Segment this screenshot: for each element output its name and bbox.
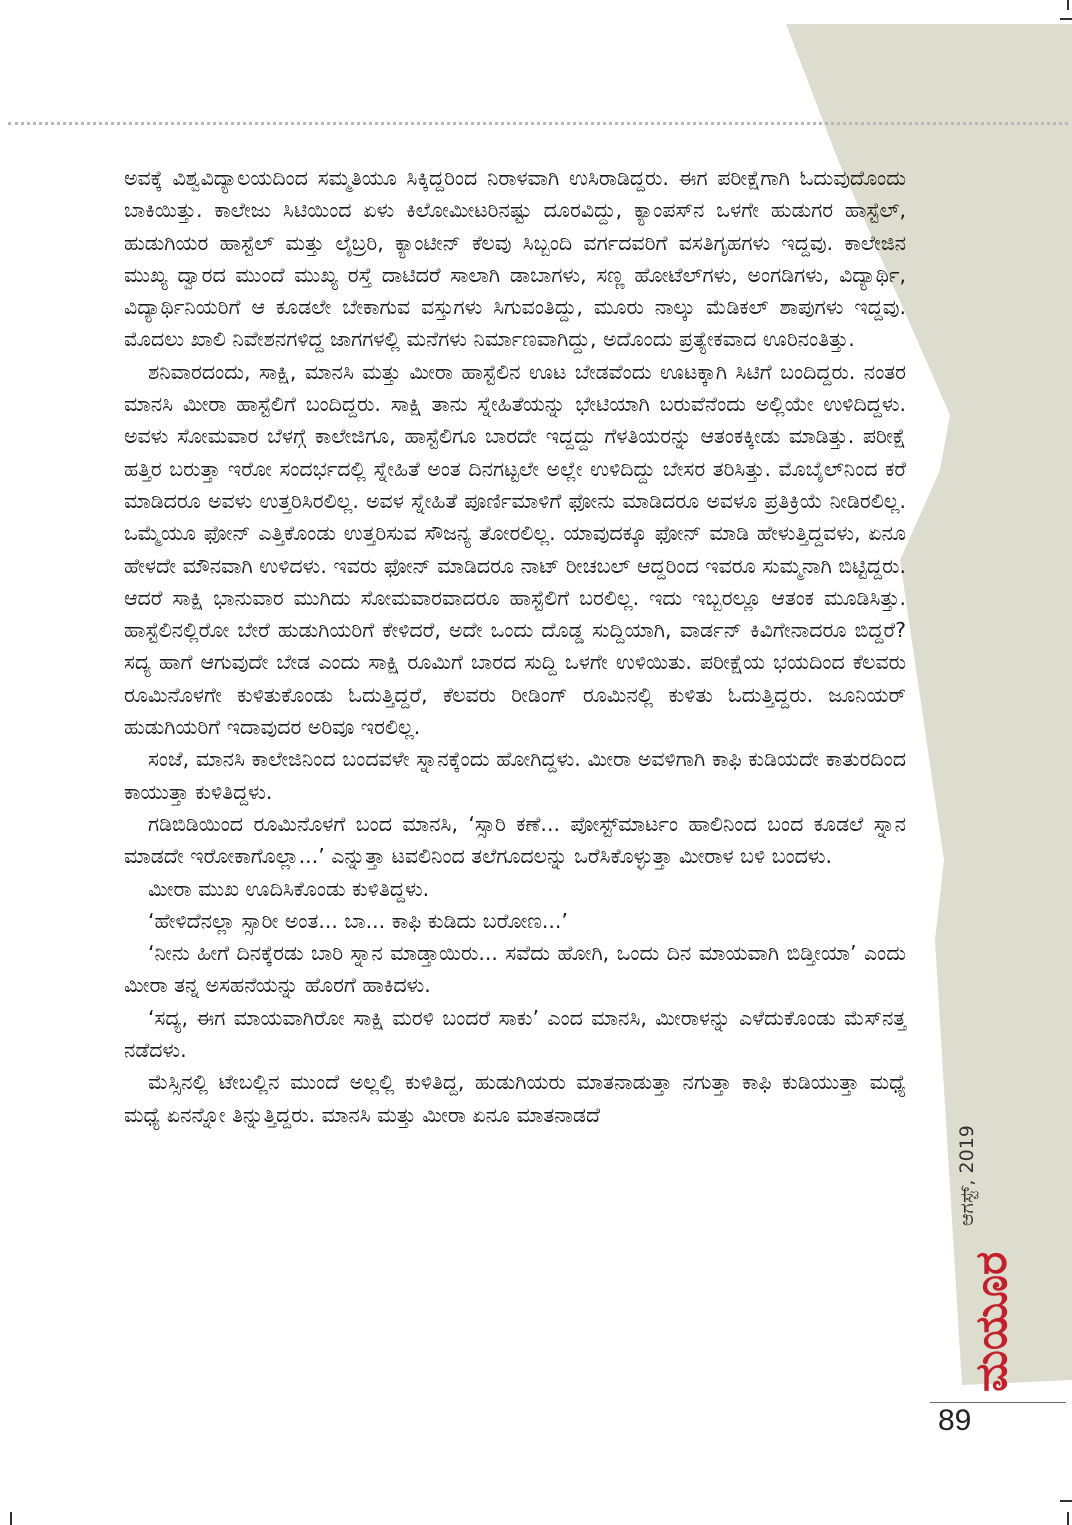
crop-mark xyxy=(1067,1512,1069,1525)
crop-mark xyxy=(1060,1500,1072,1502)
crop-mark xyxy=(10,1512,12,1525)
crop-mark xyxy=(1067,0,1069,10)
page-number-rule xyxy=(930,1402,1066,1403)
magazine-logo: ಮಯೂರ xyxy=(966,1251,1017,1392)
paragraph: ಶನಿವಾರದಂದು, ಸಾಕ್ಷಿ, ಮಾನಸಿ ಮತ್ತು ಮೀರಾ ಹಾಸ್ಟೆಲಿನ ಊಟ ಬೇಡವೆಂದು ಊಟಕ್ಕಾಗಿ ಸಿಟಿಗೆ ಬಂದಿದ್ದರು. ನಂತರ ಮಾನಸಿ ಮೀರಾ ಹಾಸ್ಟೆಲಿಗೆ ಬಂದಿದ್ದರು. ಸಾಕ್ಷಿ ತಾನು ಸ್ನೇಹಿತೆಯನ್ನು ಭೇಟಿಯಾಗಿ ಬರುವೆನೆಂದು ಅಲ್ಲಿಯೇ ಉಳಿದಿದ್ದಳು. ಅವಳು ಸೋಮವಾರ ಬೆಳಗ್ಗೆ ಕಾಲೇಜಿಗೂ, ಹಾಸ್ಟೆಲಿಗೂ ಬಾರದೇ ಇದ್ದದ್ದು ಗೆಳತಿಯರನ್ನು ಆತಂಕಕ್ಕೀಡು ಮಾಡಿತ್ತು. ಪರೀಕ್ಷೆ ಹತ್ತಿರ ಬರುತ್ತಾ ಇರೋ ಸಂದರ್ಭದಲ್ಲಿ ಸ್ನೇಹಿತೆ ಅಂತ ದಿನಗಟ್ಟಲೇ ಅಲ್ಲೇ ಉಳಿದಿದ್ದು ಬೇಸರ ತರಿಸಿತ್ತು. ಮೊಬೈಲ್‌ನಿಂದ ಕರೆ ಮಾಡಿದರೂ ಅವಳು ಉತ್ತರಿಸಿರಲಿಲ್ಲ. ಅವಳ ಸ್ನೇಹಿತೆ ಪೂರ್ಣಿಮಾಳಿಗೆ ಫೋನು ಮಾಡಿದರೂ ಅವಳೂ ಪ್ರತಿಕ್ರಿಯೆ ನೀಡಿರಲಿಲ್ಲ. ಒಮ್ಮೆಯೂ ಫೋನ್ ಎತ್ತಿಕೊಂಡು ಉತ್ತರಿಸುವ ಸೌಜನ್ಯ ತೋರಲಿಲ್ಲ. ಯಾವುದಕ್ಕೂ ಫೋನ್ ಮಾಡಿ ಹೇಳುತ್ತಿದ್ದವಳು, ಏನೂ ಹೇಳದೇ ಮೌನವಾಗಿ ಉಳಿದಳು. ಇವರು ಫೋನ್ ಮಾಡಿದರೂ ನಾಟ್ ರೀಚಬಲ್ ಆದ್ದರಿಂದ ಇವರೂ ಸುಮ್ಮನಾಗಿ ಬಿಟ್ಟಿದ್ದರು. ಆದರೆ ಸಾಕ್ಷಿ ಭಾನುವಾರ ಮುಗಿದು ಸೋಮವಾರವಾದರೂ ಹಾಸ್ಟೆಲಿಗೆ ಬರಲಿಲ್ಲ. ಇದು ಇಬ್ಬರಲ್ಲೂ ಆತಂಕ ಮೂಡಿಸಿತ್ತು. ಹಾಸ್ಟೆಲಿನಲ್ಲಿರೋ ಬೇರೆ ಹುಡುಗಿಯರಿಗೆ ಕೇಳಿದರೆ, ಅದೇ ಒಂದು ದೊಡ್ಡ ಸುದ್ದಿಯಾಗಿ, ವಾರ್ಡನ್ ಕಿವಿಗೇನಾದರೂ ಬಿದ್ದರೆ? ಸದ್ಯ ಹಾಗೆ ಆಗುವುದೇ ಬೇಡ ಎಂದು ಸಾಕ್ಷಿ ರೂಮಿಗೆ ಬಾರದ ಸುದ್ದಿ ಒಳಗೇ ಉಳಿಯಿತು. ಪರೀಕ್ಷೆಯ ಭಯದಿಂದ ಕೆಲವರು ರೂಮಿನೊಳಗೇ ಕುಳಿತುಕೊಂಡು ಓದುತ್ತಿದ್ದರೆ, ಕೆಲವರು ರೀಡಿಂಗ್ ರೂಮಿನಲ್ಲಿ ಕುಳಿತು ಓದುತ್ತಿದ್ದರು. ಜೂನಿಯರ್ ಹುಡುಗಿಯರಿಗೆ ಇದಾವುದರ ಅರಿವೂ ಇರಲಿಲ್ಲ. xyxy=(124,359,906,740)
paragraph: ‘ಹೇಳಿದೆನಲ್ಲಾ ಸ್ಸಾರೀ ಅಂತ... ಬಾ... ಕಾಫಿ ಕುಡಿದು ಬರೋಣ...’ xyxy=(148,908,568,933)
paragraph: ಮೀರಾ ಮುಖ ಊದಿಸಿಕೊಂಡು ಕುಳಿತಿದ್ದಳು. xyxy=(148,876,430,901)
paragraph: ಅವಕ್ಕೆ ವಿಶ್ವವಿದ್ಯಾಲಯದಿಂದ ಸಮ್ಮತಿಯೂ ಸಿಕ್ಕಿದ್ದರಿಂದ ನಿರಾಳವಾಗಿ ಉಸಿರಾಡಿದ್ದರು. ಈಗ ಪರೀಕ್ಷೆಗಾಗಿ ಓದುವುದೊಂದು ಬಾಕಿಯಿತ್ತು. ಕಾಲೇಜು ಸಿಟಿಯಿಂದ ಏಳು ಕಿಲೋಮೀಟರಿನಷ್ಟು ದೂರವಿದ್ದು, ಕ್ಯಾಂಪಸ್‌ನ ಒಳಗೇ ಹುಡುಗರ ಹಾಸ್ಟೆಲ್, ಹುಡುಗಿಯರ ಹಾಸ್ಟೆಲ್ ಮತ್ತು ಲೈಬ್ರರಿ, ಕ್ಯಾಂಟೀನ್ ಕೆಲವು ಸಿಬ್ಬಂದಿ ವರ್ಗದವರಿಗೆ ವಸತಿಗೃಹಗಳು ಇದ್ದವು. ಕಾಲೇಜಿನ ಮುಖ್ಯ ದ್ವಾರದ ಮುಂದೆ ಮುಖ್ಯ ರಸ್ತೆ ದಾಟಿದರೆ ಸಾಲಾಗಿ ಡಾಬಾಗಳು, ಸಣ್ಣ ಹೋಟೆಲ್‌ಗಳು, ಅಂಗಡಿಗಳು, ವಿದ್ಯಾರ್ಥಿ, ವಿದ್ಯಾರ್ಥಿನಿಯರಿಗೆ ಆ ಕೂಡಲೇ ಬೇಕಾಗುವ ವಸ್ತುಗಳು ಸಿಗುವಂತಿದ್ದು, ಮೂರು ನಾಲ್ಕು ಮೆಡಿಕಲ್ ಶಾಪುಗಳು ಇದ್ದವು. ಮೊದಲು ಖಾಲಿ ನಿವೇಶನಗಳಿದ್ದ ಜಾಗಗಳಲ್ಲಿ ಮನೆಗಳು ನಿರ್ಮಾಣವಾಗಿದ್ದು, ಅದೊಂದು ಪ್ರತ್ಯೇಕವಾದ ಊರಿನಂತಿತ್ತು. xyxy=(124,166,906,352)
paragraph: ‘ಸದ್ಯ, ಈಗ ಮಾಯವಾಗಿರೋ ಸಾಕ್ಷಿ ಮರಳಿ ಬಂದರೆ ಸಾಕು’ ಎಂದ ಮಾನಸಿ, ಮೀರಾಳನ್ನು ಎಳೆದುಕೊಂಡು ಮೆಸ್‌ನತ್ತ ನಡೆದಳು. xyxy=(124,1005,906,1063)
page-number: 89 xyxy=(938,1404,972,1437)
article-body xyxy=(124,162,906,1131)
crop-mark xyxy=(1060,18,1072,20)
issue-date: ಆಗಸ್ಟ್, 2019 xyxy=(956,1125,978,1226)
paragraph: ‘ನೀನು ಹೀಗೆ ದಿನಕ್ಕೆರಡು ಬಾರಿ ಸ್ನಾನ ಮಾಡ್ತಾಯಿರು... ಸವೆದು ಹೋಗಿ, ಒಂದು ದಿನ ಮಾಯವಾಗಿ ಬಿಡ್ತೀಯಾ’ ಎಂದು ಮೀರಾ ತನ್ನ ಅಸಹನೆಯನ್ನು ಹೊರಗೆ ಹಾಕಿದಳು. xyxy=(124,941,906,998)
paragraph: ಮೆಸ್ಸಿನಲ್ಲಿ ಟೇಬಲ್ಲಿನ ಮುಂದೆ ಅಲ್ಲಲ್ಲಿ ಕುಳಿತಿದ್ದ, ಹುಡುಗಿಯರು ಮಾತನಾಡುತ್ತಾ ನಗುತ್ತಾ ಕಾಫಿ ಕುಡಿಯುತ್ತಾ ಮಧ್ಯೆ ಮಧ್ಯೆ ಏನನ್ನೋ ತಿನ್ನುತ್ತಿದ್ದರು. ಮಾನಸಿ ಮತ್ತು ಮೀರಾ ಏನೂ ಮಾತನಾಡದೆ xyxy=(124,1070,906,1127)
paragraph: ಸಂಜೆ, ಮಾನಸಿ ಕಾಲೇಜಿನಿಂದ ಬಂದವಳೇ ಸ್ನಾನಕ್ಕೆಂದು ಹೋಗಿದ್ದಳು. ಮೀರಾ ಅವಳಿಗಾಗಿ ಕಾಫಿ ಕುಡಿಯದೇ ಕಾತುರದಿಂದ ಕಾಯುತ್ತಾ ಕುಳಿತಿದ್ದಳು. xyxy=(124,747,906,804)
paragraph: ಗಡಿಬಿಡಿಯಿಂದ ರೂಮಿನೊಳಗೆ ಬಂದ ಮಾನಸಿ, ‘ಸ್ಸಾರಿ ಕಣೆ... ಪೋಸ್ಟ್‌ಮಾರ್ಟಂ ಹಾಲಿನಿಂದ ಬಂದ ಕೂಡಲೆ ಸ್ನಾನ ಮಾಡದೇ ಇರೋಕಾಗೊಲ್ಲಾ...’ ಎನ್ನುತ್ತಾ ಟವಲಿನಿಂದ ತಲೆಗೂದಲನ್ನು ಒರೆಸಿಕೊಳ್ಳುತ್ತಾ ಮೀರಾಳ ಬಳಿ ಬಂದಳು. xyxy=(124,811,906,869)
dotted-separator xyxy=(8,122,1068,125)
